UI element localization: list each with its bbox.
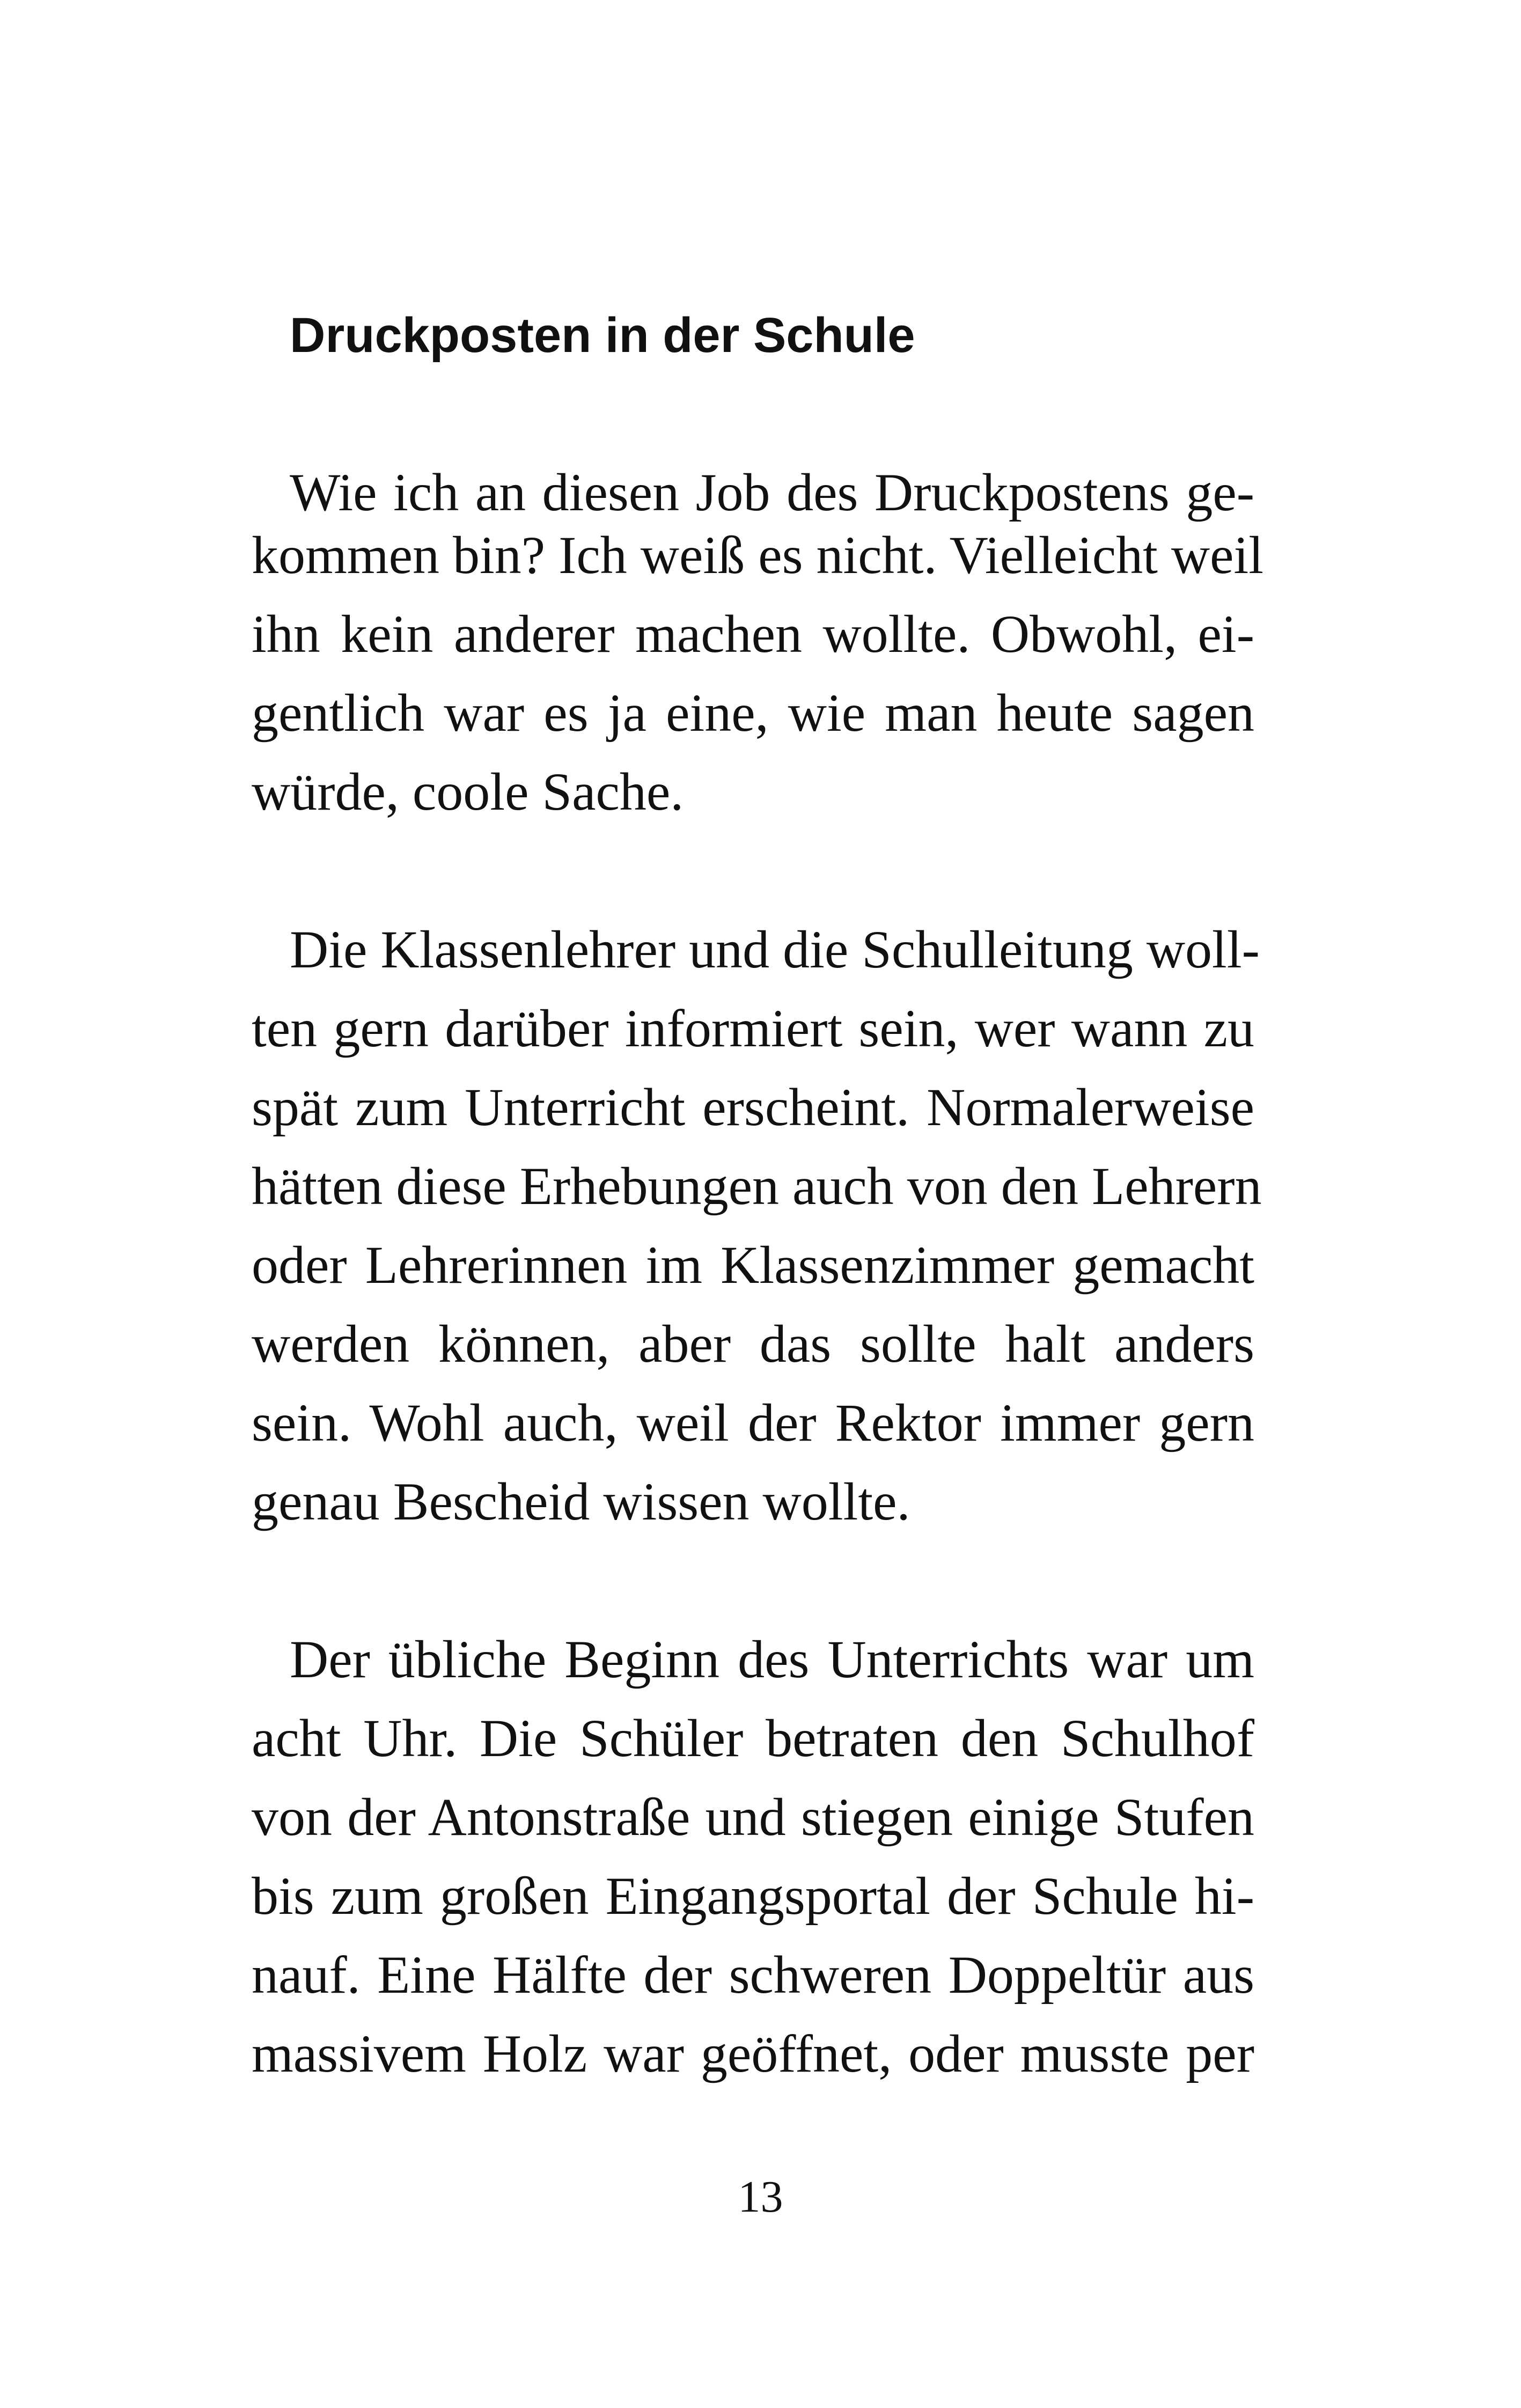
paragraph-2-line-3: spät zum Unterricht erscheint. Normalerweise [252,1077,1254,1137]
paragraph-3-line-4: bis zum großen Eingangsportal der Schule hi- [252,1866,1254,1926]
paragraph-2-line-5: oder Lehrerinnen im Klassenzimmer gemacht [252,1235,1254,1295]
paragraph-3-line-1: Der übliche Beginn des Unterrichts war um [290,1629,1254,1689]
paragraph-3-line-6: massivem Holz war geöffnet, oder musste per [252,2024,1254,2083]
paragraph-3-line-3: von der Antonstraße und stiegen einige Stufen [252,1787,1254,1847]
paragraph-2-line-2: ten gern darüber informiert sein, wer wann zu [252,999,1254,1058]
paragraph-1-line-3: ihn kein anderer machen wollte. Obwohl, ei- [252,604,1254,664]
paragraph-3-line-5: nauf. Eine Hälfte der schweren Doppeltür aus [252,1945,1254,2005]
page-number: 13 [738,2172,783,2222]
paragraph-2-line-8: genau Bescheid wissen wollte. [252,1472,910,1531]
paragraph-1-line-5: würde, coole Sache. [252,762,684,821]
paragraph-2-line-7: sein. Wohl auch, weil der Rektor immer gern [252,1393,1254,1452]
paragraph-2-line-1: Die Klassenlehrer und die Schulleitung woll- [290,920,1260,979]
paragraph-2-line-6: werden können, aber das sollte halt anders [252,1314,1254,1374]
paragraph-1-line-4: gentlich war es ja eine, wie man heute sagen [252,683,1254,743]
paragraph-1-line-1: Wie ich an diesen Job des Druckpostens ge- [290,462,1254,522]
paragraph-1-line-2: kommen bin? Ich weiß es nicht. Vielleicht weil [252,525,1264,585]
paragraph-2-line-4: hätten diese Erhebungen auch von den Lehrern [252,1156,1262,1216]
chapter-title: Druckposten in der Schule [290,308,915,363]
paragraph-3-line-2: acht Uhr. Die Schüler betraten den Schulhof [252,1708,1254,1768]
